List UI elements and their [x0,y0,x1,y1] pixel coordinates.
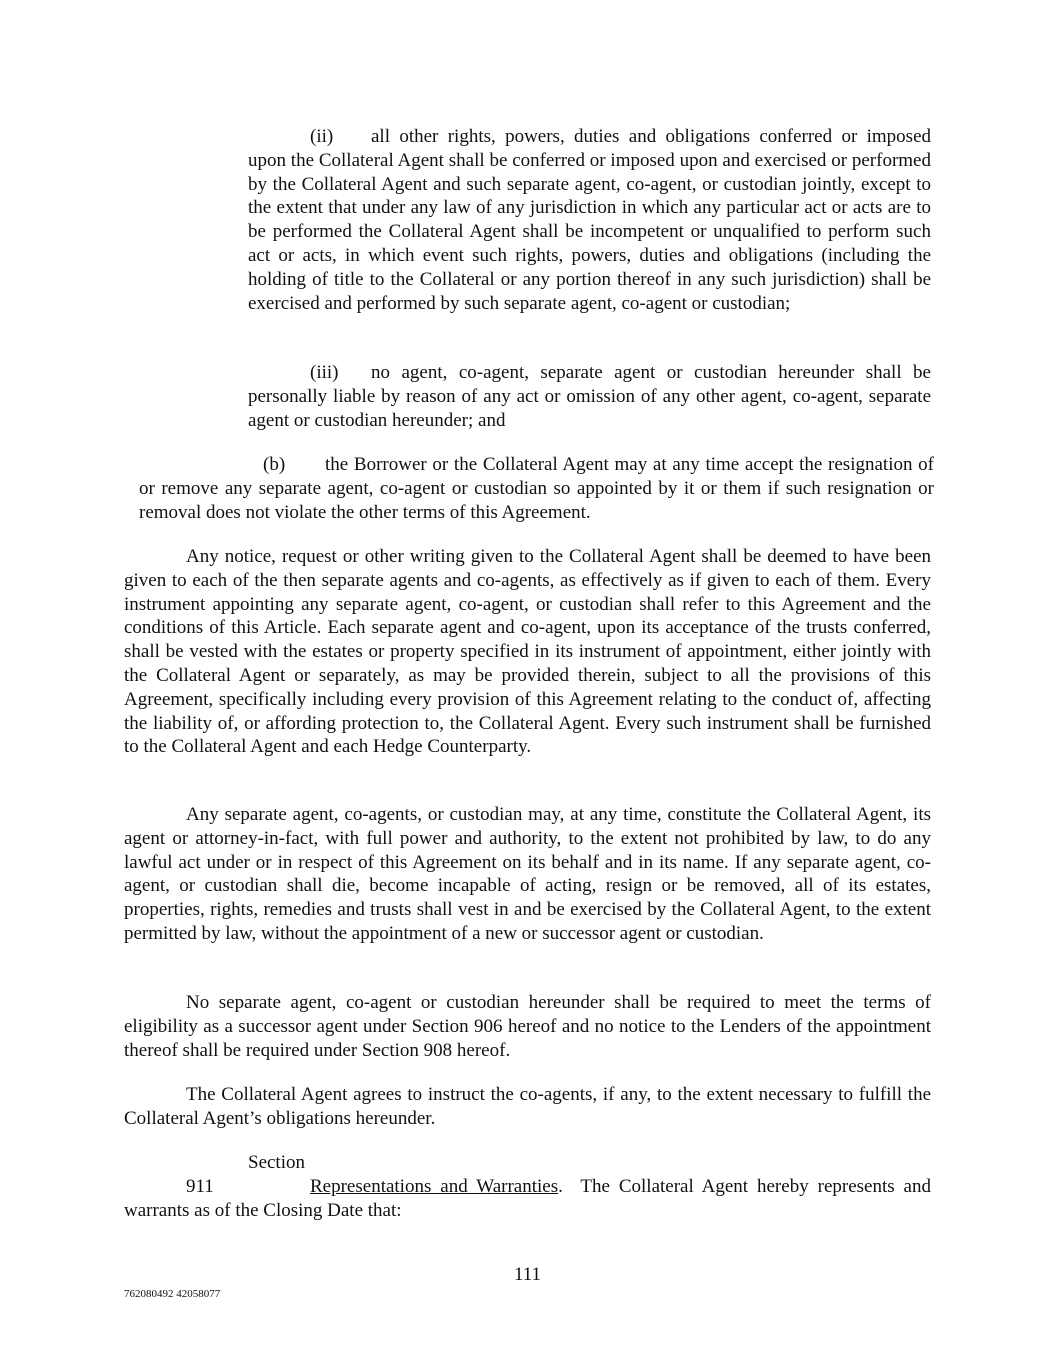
clause-iii-label: (iii) [310,362,339,383]
clause-ii-label: (ii) [310,126,334,147]
clause-ii-text: all other rights, powers, duties and obligations conferred or imposed upon the Collateral Agent shall be conferred or imposed upon and exercised or performed by the Collateral Agent and such separate agent, co-agent, or custodian jointly, except to the extent that under any law of any jurisdiction in which any particular act or acts are to be performed the Collateral Agent shall be incompetent or unqualified to perform such act or acts, in which event such rights, powers, duties and obligations (including the holding of title to the Collateral or any portion thereof in any such jurisdiction) shall be exercised and performed by such separate agent, co-agent or custodian; [248,126,931,314]
clause-iii [248,361,931,432]
clause-iii-text: no agent, co-agent, separate agent or custodian hereunder shall be personally liable by reason of any act or omission of any other agent, co-agent, separate agent or custodian hereunder; and [248,362,931,431]
section-text: The Collateral Agent hereby represents and warrants as of the Closing Date that: [124,1175,931,1221]
page-number: 111 [513,1264,542,1285]
clause-b-label: (b) [263,454,286,475]
section-number: Section 911 [186,1152,305,1197]
paragraph-eligibility: No separate agent, co-agent or custodian hereunder shall be required to meet the terms of eligibility as a successor agent under Section 906 hereof and no notice to the Lenders of the appointment thereof shall be required under Section 908 hereof. [124,992,931,1061]
section-title-end: . [558,1175,563,1197]
document-id: 762080492 42058077 [124,1288,221,1300]
paragraph-constitute: Any separate agent, co-agents, or custodian may, at any time, constitute the Collateral Agent, its agent or attorney-in-fact, with full power and authority, to the extent not prohibited by law, to do any lawful act under or in respect of this Agreement on its behalf and in its name. If any separate agent, co-agent, or custodian shall die, become incapable of acting, resign or be removed, all of its estates, properties, rights, remedies and trusts shall vest in and be exercised by the Collateral Agent, to the extent permitted by law, without the appointment of a new or successor agent or custodian. [124,804,931,944]
paragraph-instruct: The Collateral Agent agrees to instruct the co-agents, if any, to the extent necessary to fulfill the Collateral Agent’s obligations hereunder. [124,1084,931,1129]
clause-b [139,453,934,524]
clause-b-text: the Borrower or the Collateral Agent may at any time accept the resignation of or remove any separate agent, co-agent or custodian so appointed by it or them if such resignation or removal does not violate the other terms of this Agreement. [139,454,934,523]
section-title: Representations and Warranties [310,1175,559,1197]
paragraph-notice: Any notice, request or other writing given to the Collateral Agent shall be deemed to have been given to each of the then separate agents and co-agents, as effectively as if given to each of them. Every instrument appointing any separate agent, co-agent, or custodian shall refer to this Agreement and the conditions of this Article. Each separate agent and co-agent, upon its acceptance of the trusts conferred, shall be vested with the estates or property specified in its instrument of appointment, either jointly with the Collateral Agent or separately, as may be provided therein, subject to all the provisions of this Agreement, specifically including every provision of this Agreement relating to the conduct of, affecting the liability of, or affording protection to, the Collateral Agent. Every such instrument shall be furnished to the Collateral Agent and each Hedge Counterparty. [124,546,931,758]
clause-ii [248,125,931,315]
section-911 [124,1151,931,1222]
